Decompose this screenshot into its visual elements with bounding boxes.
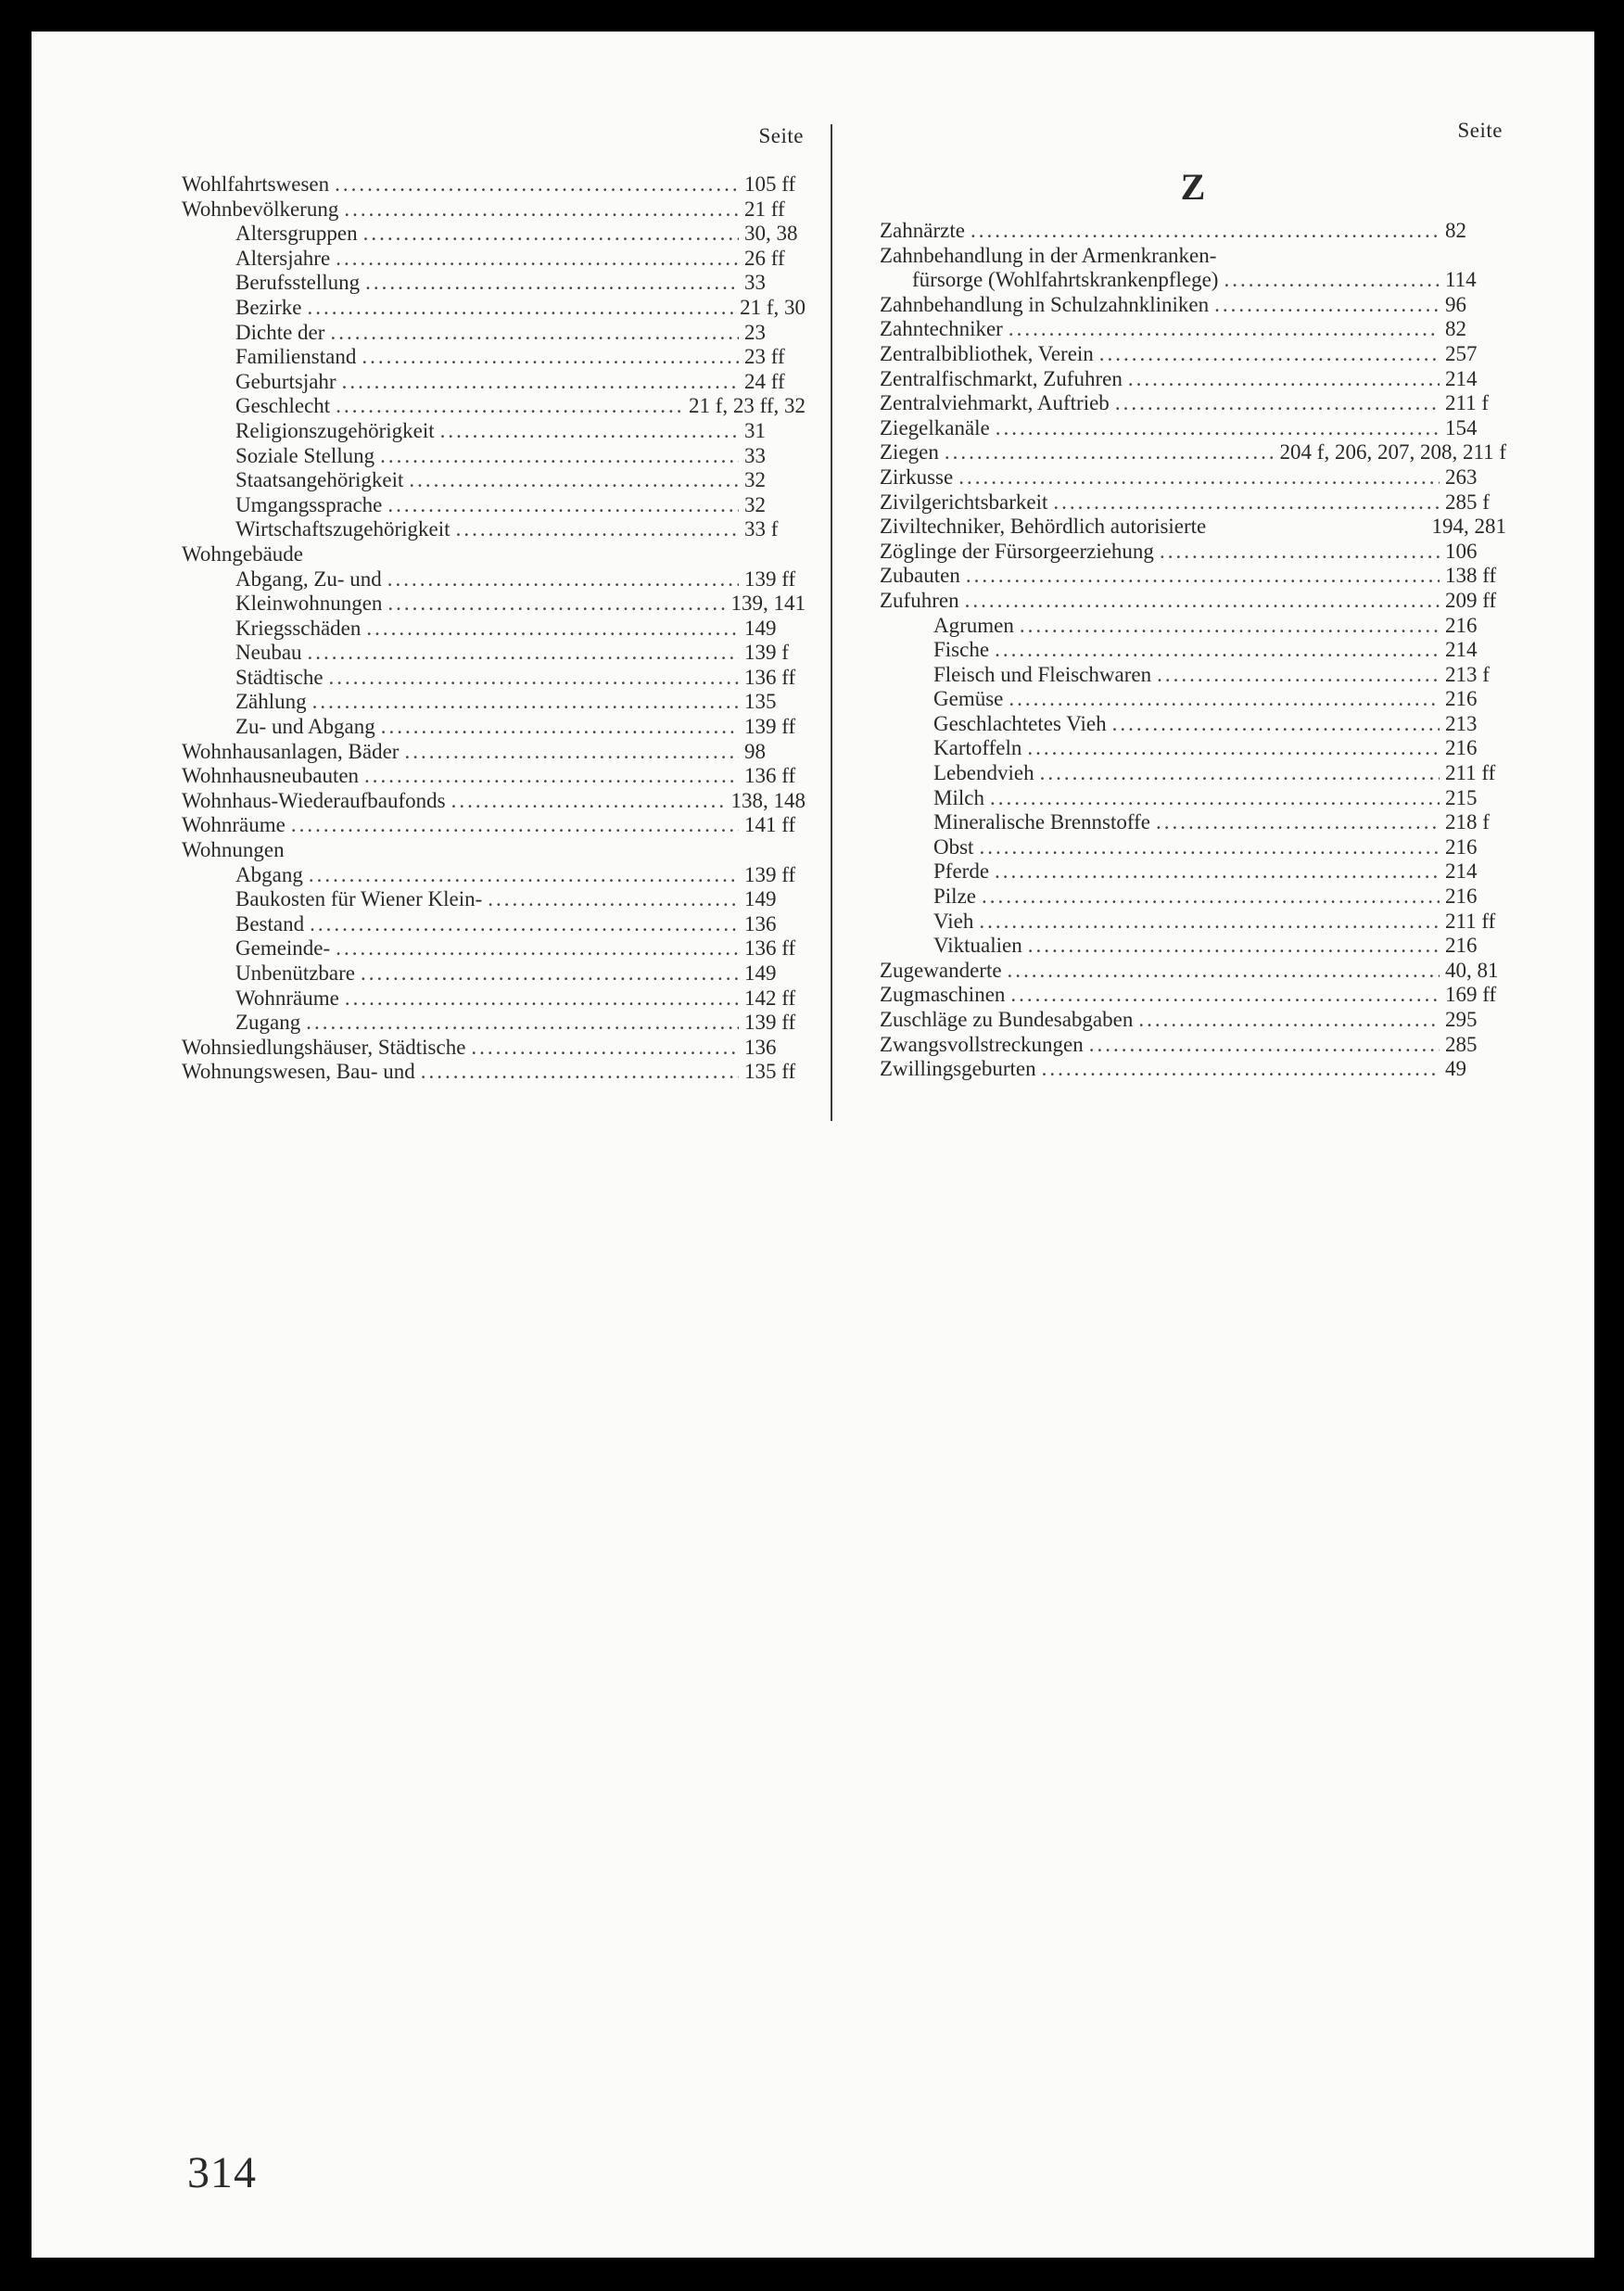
index-entry-page: 149 <box>744 616 777 640</box>
index-entry-page: 98 <box>744 739 766 763</box>
index-entry-label: Agrumen <box>933 613 1014 637</box>
index-entry-label: Zählung <box>235 690 307 714</box>
index-entry <box>880 983 1506 1008</box>
index-entry <box>182 1036 806 1061</box>
index-entry-page: 135 <box>744 690 777 714</box>
dot-leader <box>1009 317 1440 342</box>
index-entry-page: 211 ff <box>1445 761 1496 785</box>
index-entry-label: Dichte der <box>235 320 325 344</box>
index-entry-page: 149 <box>744 961 777 985</box>
dot-leader <box>291 813 739 838</box>
index-entry <box>182 271 806 296</box>
dot-leader <box>361 961 739 986</box>
page-number: 314 <box>187 2148 257 2197</box>
index-entry-page: 139 f <box>744 641 789 665</box>
dot-leader <box>1157 663 1440 688</box>
index-entry-page: 216 <box>1445 834 1478 859</box>
dot-leader <box>309 863 739 888</box>
index-entry <box>880 540 1506 565</box>
index-entry <box>182 493 806 518</box>
index-entry-label: Zahnbehandlung in der Armenkranken- <box>880 243 1217 267</box>
index-entry <box>880 663 1506 688</box>
index-entry-label: Zöglinge der Fürsorgeerziehung <box>880 539 1154 563</box>
index-entry-label: Wohnhaus-Wiederaufbaufonds <box>182 788 446 812</box>
dot-leader <box>363 222 739 247</box>
index-entry-page: 211 ff <box>1445 909 1496 933</box>
dot-leader <box>345 986 739 1012</box>
index-entry-page: 139 ff <box>744 715 796 739</box>
dot-leader <box>308 641 739 666</box>
index-entry <box>182 172 806 197</box>
index-entry <box>182 666 806 691</box>
index-entry-page: 82 <box>1445 219 1466 242</box>
index-entry-page: 141 ff <box>744 813 796 837</box>
index-entry-label: Wohnungen <box>182 838 285 862</box>
dot-leader <box>456 517 739 542</box>
index-entry-label: Zivilgerichtsbarkeit <box>880 490 1048 514</box>
index-entry <box>880 244 1506 269</box>
index-entry <box>182 247 806 272</box>
index-entry <box>880 614 1506 639</box>
dot-leader <box>966 564 1440 589</box>
index-entry-label: Kriegsschäden <box>235 616 362 640</box>
index-entry <box>880 638 1506 663</box>
index-entry-label: Zwangsvollstreckungen <box>880 1032 1084 1056</box>
index-entry-label: Abgang <box>235 862 303 886</box>
dot-leader <box>1020 614 1440 639</box>
index-entry-label: Fische <box>933 638 990 662</box>
dot-leader <box>365 271 739 296</box>
index-entry <box>880 786 1506 811</box>
index-entry-label: Zuschläge zu Bundesabgaben <box>880 1008 1134 1031</box>
dot-leader <box>979 910 1440 935</box>
index-entry-label: Viktualien <box>933 934 1022 958</box>
index-entry-page: 30, 38 <box>744 222 798 246</box>
index-entry-label: Umgangssprache <box>235 492 383 516</box>
dot-leader <box>958 465 1440 490</box>
index-entry-page: 218 f <box>1445 810 1490 834</box>
index-entry-page: 33 <box>744 443 766 467</box>
index-entry-label: Ziviltechniker, Behördlich autorisierte <box>880 515 1207 539</box>
index-entry <box>880 934 1506 959</box>
index-entry-label: Neubau <box>235 641 302 665</box>
index-entry <box>880 712 1506 737</box>
index-entry <box>880 810 1506 835</box>
index-entry-page: 211 f <box>1445 391 1490 415</box>
dot-leader <box>971 219 1440 244</box>
dot-leader <box>995 638 1440 663</box>
index-entry-page: 213 <box>1445 711 1478 735</box>
index-entry-page: 136 ff <box>744 665 796 689</box>
index-entry-page: 216 <box>1445 736 1478 760</box>
left-index-list <box>182 172 806 1085</box>
index-entry-label: Städtische <box>235 665 324 689</box>
right-index-list <box>880 219 1506 1082</box>
dot-leader <box>995 859 1440 885</box>
index-entry-page: 138, 148 <box>730 788 806 812</box>
index-entry <box>880 1057 1506 1082</box>
index-entry-page: 213 f <box>1445 662 1490 686</box>
index-entry <box>880 268 1506 293</box>
index-entry-label: Unbenützbare <box>235 961 355 985</box>
dot-leader <box>330 321 739 346</box>
dot-leader <box>982 885 1440 910</box>
section-letter: Z <box>1180 166 1206 208</box>
index-entry-page: 32 <box>744 492 766 516</box>
index-entry-label: Vieh <box>933 909 974 933</box>
index-entry-page: 142 ff <box>744 986 796 1010</box>
index-entry <box>182 1011 806 1036</box>
index-entry-label: Wohnbevölkerung <box>182 197 339 221</box>
index-entry <box>880 1008 1506 1033</box>
index-entry-page: 216 <box>1445 885 1478 909</box>
index-entry <box>880 219 1506 244</box>
index-entry <box>182 1060 806 1085</box>
index-entry <box>182 617 806 642</box>
index-entry <box>880 367 1506 392</box>
index-entry <box>182 961 806 986</box>
index-entry-page: 33 <box>744 271 766 295</box>
dot-leader <box>387 567 739 592</box>
dot-leader <box>979 835 1440 860</box>
dot-leader <box>308 296 735 321</box>
index-entry-page: 136 <box>744 1035 777 1059</box>
dot-leader <box>381 715 739 740</box>
index-entry-page: 257 <box>1445 341 1478 365</box>
dot-leader <box>1115 391 1440 416</box>
index-entry-label: Wohnräume <box>182 813 285 837</box>
index-entry-label: Wohlfahrtswesen <box>182 172 330 196</box>
index-entry <box>880 687 1506 712</box>
index-entry <box>182 321 806 346</box>
index-entry-label: Fleisch und Fleischwaren <box>933 662 1152 686</box>
page <box>32 32 1594 2258</box>
dot-leader <box>1040 761 1440 786</box>
dot-leader <box>1224 268 1440 293</box>
index-entry-page: 32 <box>744 468 766 492</box>
index-entry-page: 105 ff <box>744 172 796 196</box>
index-entry-page: 204 f, 206, 207, 208, 211 f <box>1279 440 1506 465</box>
index-entry-label: Obst <box>933 834 974 859</box>
dot-leader <box>440 419 739 444</box>
dot-leader <box>1138 1008 1440 1033</box>
dot-leader <box>387 493 739 518</box>
index-entry-label: Zentralfischmarkt, Zufuhren <box>880 366 1123 390</box>
index-entry-label: Baukosten für Wiener Klein- <box>235 887 483 911</box>
index-entry <box>880 317 1506 342</box>
index-entry-page: 21 ff <box>744 197 785 221</box>
index-entry-label: Wohnräume <box>235 986 339 1010</box>
index-entry-page: 149 <box>744 887 777 911</box>
index-entry <box>880 465 1506 490</box>
index-entry <box>182 813 806 838</box>
index-entry-page: 216 <box>1445 934 1478 958</box>
index-entry <box>880 835 1506 860</box>
dot-leader <box>1042 1057 1440 1082</box>
dot-leader <box>336 247 739 272</box>
index-entry <box>182 592 806 617</box>
index-entry-page: 285 <box>1445 1032 1478 1056</box>
index-entry-label: Lebendvieh <box>933 761 1034 785</box>
index-entry-page: 31 <box>744 418 766 442</box>
index-entry-label: Kleinwohnungen <box>235 592 383 616</box>
index-entry-page: 263 <box>1445 465 1478 489</box>
dot-leader <box>1053 490 1440 515</box>
index-entry-page: 138 ff <box>1445 564 1497 588</box>
index-entry-label: Wohnhausneubauten <box>182 764 360 788</box>
index-entry-label: Zu- und Abgang <box>235 715 375 739</box>
index-entry-label: Zubauten <box>880 564 960 588</box>
index-entry-page: 33 f <box>744 517 779 541</box>
index-entry <box>182 986 806 1012</box>
index-entry <box>182 887 806 912</box>
dot-leader <box>1156 810 1440 835</box>
index-entry-label: Zugang <box>235 1011 301 1035</box>
dot-leader <box>1089 1033 1440 1058</box>
index-entry-label: Religionszugehörigkeit <box>235 418 435 442</box>
index-entry-label: Wohngebäude <box>182 541 303 566</box>
seite-header-right: Seite <box>1457 119 1503 142</box>
index-entry <box>182 370 806 395</box>
index-entry-label: Milch <box>933 785 984 809</box>
index-entry <box>880 416 1506 441</box>
dot-leader <box>1214 293 1440 318</box>
dot-leader <box>364 764 739 789</box>
index-entry-label: Pilze <box>933 885 976 909</box>
index-entry-label: Berufsstellung <box>235 271 361 295</box>
index-entry-page: 23 ff <box>744 345 785 369</box>
index-entry-label: Staatsangehörigkeit <box>235 468 404 492</box>
index-entry <box>880 515 1506 540</box>
index-entry-label: Zahntechniker <box>880 317 1003 341</box>
index-entry-label: Zufuhren <box>880 588 959 612</box>
index-entry <box>880 342 1506 367</box>
index-entry-label: Mineralische Brennstoffe <box>933 810 1150 834</box>
dot-leader <box>404 740 739 765</box>
index-entry <box>182 567 806 592</box>
dot-leader <box>421 1060 739 1085</box>
index-entry-page: 136 ff <box>744 936 796 961</box>
dot-leader <box>336 936 739 961</box>
index-entry-label: Wohnsiedlungshäuser, Städtische <box>182 1035 466 1059</box>
dot-leader <box>451 789 726 814</box>
index-entry-page: 154 <box>1445 415 1478 439</box>
index-entry <box>182 641 806 666</box>
dot-leader <box>409 468 739 493</box>
index-entry <box>880 736 1506 761</box>
dot-leader <box>306 1011 739 1036</box>
dot-leader <box>1027 736 1440 761</box>
index-entry-label: Gemeinde- <box>235 936 331 961</box>
index-entry-label: Altersjahre <box>235 246 331 270</box>
index-entry-label: Zwillingsgeburten <box>880 1057 1036 1081</box>
index-entry <box>182 863 806 888</box>
index-entry <box>182 345 806 370</box>
dot-leader <box>1099 342 1440 367</box>
index-entry-label: Familienstand <box>235 345 357 369</box>
index-entry <box>880 391 1506 416</box>
index-entry-label: Zirkusse <box>880 465 954 489</box>
dot-leader <box>312 690 739 715</box>
index-entry-label: Zahnbehandlung in Schulzahnkliniken <box>880 292 1210 316</box>
index-entry-page: 285 f <box>1445 490 1490 514</box>
index-entry-page: 114 <box>1445 268 1477 292</box>
index-entry <box>182 912 806 937</box>
index-entry-page: 194, 281 <box>1431 515 1506 539</box>
index-entry-label: Zentralbibliothek, Verein <box>880 341 1094 365</box>
index-entry-label: Bezirke <box>235 295 302 319</box>
index-entry-page: 23 <box>744 320 766 344</box>
index-entry-page: 96 <box>1445 292 1466 316</box>
index-entry <box>182 542 806 567</box>
index-entry <box>182 690 806 715</box>
dot-leader <box>471 1036 739 1061</box>
index-entry-page: 136 <box>744 911 777 935</box>
index-entry-page: 21 f, 30 <box>740 295 806 319</box>
index-entry-label: Ziegen <box>880 440 939 465</box>
index-entry-label: Wirtschaftszugehörigkeit <box>235 517 450 541</box>
index-entry-label: Wohnungswesen, Bau- und <box>182 1060 415 1084</box>
dot-leader <box>1008 959 1440 984</box>
index-entry-page: 295 <box>1445 1008 1478 1031</box>
index-entry-page: 136 ff <box>744 764 796 788</box>
index-entry-page: 214 <box>1445 638 1478 662</box>
index-entry-page: 209 ff <box>1445 588 1497 612</box>
dot-leader <box>488 887 739 912</box>
dot-leader <box>366 617 739 642</box>
index-entry-label: Abgang, Zu- und <box>235 566 382 591</box>
index-entry-page: 216 <box>1445 687 1478 711</box>
index-entry <box>880 1033 1506 1058</box>
seite-header-left: Seite <box>758 124 804 147</box>
index-entry-page: 139 ff <box>744 862 796 886</box>
index-entry-page: 214 <box>1445 859 1478 884</box>
index-entry-label: Ziegelkanäle <box>880 415 990 439</box>
index-entry-page: 214 <box>1445 366 1478 390</box>
index-entry <box>880 490 1506 515</box>
dot-leader <box>1010 983 1440 1008</box>
index-entry <box>182 715 806 740</box>
index-entry-label: Geschlecht <box>235 394 331 418</box>
index-entry-label: Zentralviehmarkt, Auftrieb <box>880 391 1110 415</box>
index-entry-page: 49 <box>1445 1057 1466 1081</box>
index-entry-page: 139, 141 <box>730 592 806 616</box>
dot-leader <box>387 592 725 617</box>
dot-leader <box>1028 934 1440 959</box>
index-entry-page: 169 ff <box>1445 983 1497 1007</box>
index-entry <box>182 789 806 814</box>
dot-leader <box>342 370 739 395</box>
column-divider <box>831 124 832 1121</box>
index-entry <box>182 419 806 444</box>
index-entry-page: 40, 81 <box>1445 958 1499 982</box>
index-entry <box>880 440 1506 465</box>
index-entry-label: Bestand <box>235 911 305 935</box>
index-entry <box>880 564 1506 589</box>
dot-leader <box>996 416 1440 441</box>
dot-leader <box>329 666 739 691</box>
index-entry-label: Geburtsjahr <box>235 369 336 393</box>
index-entry-label: Zahnärzte <box>880 219 965 242</box>
index-entry-label: fürsorge (Wohlfahrtskrankenpflege) <box>912 268 1219 292</box>
index-entry <box>880 910 1506 935</box>
index-entry <box>182 222 806 247</box>
index-entry-page: 215 <box>1445 785 1478 809</box>
dot-leader <box>965 589 1440 614</box>
index-entry <box>182 296 806 321</box>
dot-leader <box>344 197 739 223</box>
index-entry <box>182 468 806 493</box>
dot-leader <box>1128 367 1440 392</box>
dot-leader <box>945 440 1275 465</box>
dot-leader <box>336 394 683 419</box>
index-entry-label: Altersgruppen <box>235 222 358 246</box>
index-entry <box>182 838 806 863</box>
index-entry-page: 106 <box>1445 539 1478 563</box>
index-entry <box>182 197 806 223</box>
index-entry-page: 135 ff <box>744 1060 796 1084</box>
index-entry-label: Geschlachtetes Vieh <box>933 711 1107 735</box>
index-entry <box>182 394 806 419</box>
index-entry <box>182 764 806 789</box>
dot-leader <box>990 786 1440 811</box>
index-entry-label: Zugewanderte <box>880 958 1002 982</box>
index-entry <box>880 761 1506 786</box>
index-entry <box>880 589 1506 614</box>
index-entry-page: 139 ff <box>744 1011 796 1035</box>
index-entry <box>880 885 1506 910</box>
index-entry <box>182 740 806 765</box>
index-entry-label: Kartoffeln <box>933 736 1022 760</box>
index-entry-label: Soziale Stellung <box>235 443 375 467</box>
index-entry-page: 21 f, 23 ff, 32 <box>688 394 806 418</box>
index-entry-page: 216 <box>1445 613 1478 637</box>
dot-leader <box>1009 687 1440 712</box>
dot-leader <box>1112 712 1440 737</box>
index-entry <box>880 959 1506 984</box>
dot-leader <box>380 444 739 469</box>
dot-leader <box>335 172 739 197</box>
index-entry-page: 82 <box>1445 317 1466 341</box>
index-entry-page: 139 ff <box>744 566 796 591</box>
index-entry <box>182 444 806 469</box>
index-entry-page: 26 ff <box>744 246 785 270</box>
index-entry <box>182 936 806 961</box>
index-entry-label: Wohnhausanlagen, Bäder <box>182 739 400 763</box>
index-entry <box>880 859 1506 885</box>
index-entry-label: Zugmaschinen <box>880 983 1006 1007</box>
index-entry-label: Pferde <box>933 859 990 884</box>
index-entry-label: Gemüse <box>933 687 1004 711</box>
dot-leader <box>310 912 739 937</box>
index-entry-page: 24 ff <box>744 369 785 393</box>
index-entry <box>880 293 1506 318</box>
dot-leader <box>362 345 739 370</box>
dot-leader <box>1160 540 1440 565</box>
index-entry <box>182 517 806 542</box>
